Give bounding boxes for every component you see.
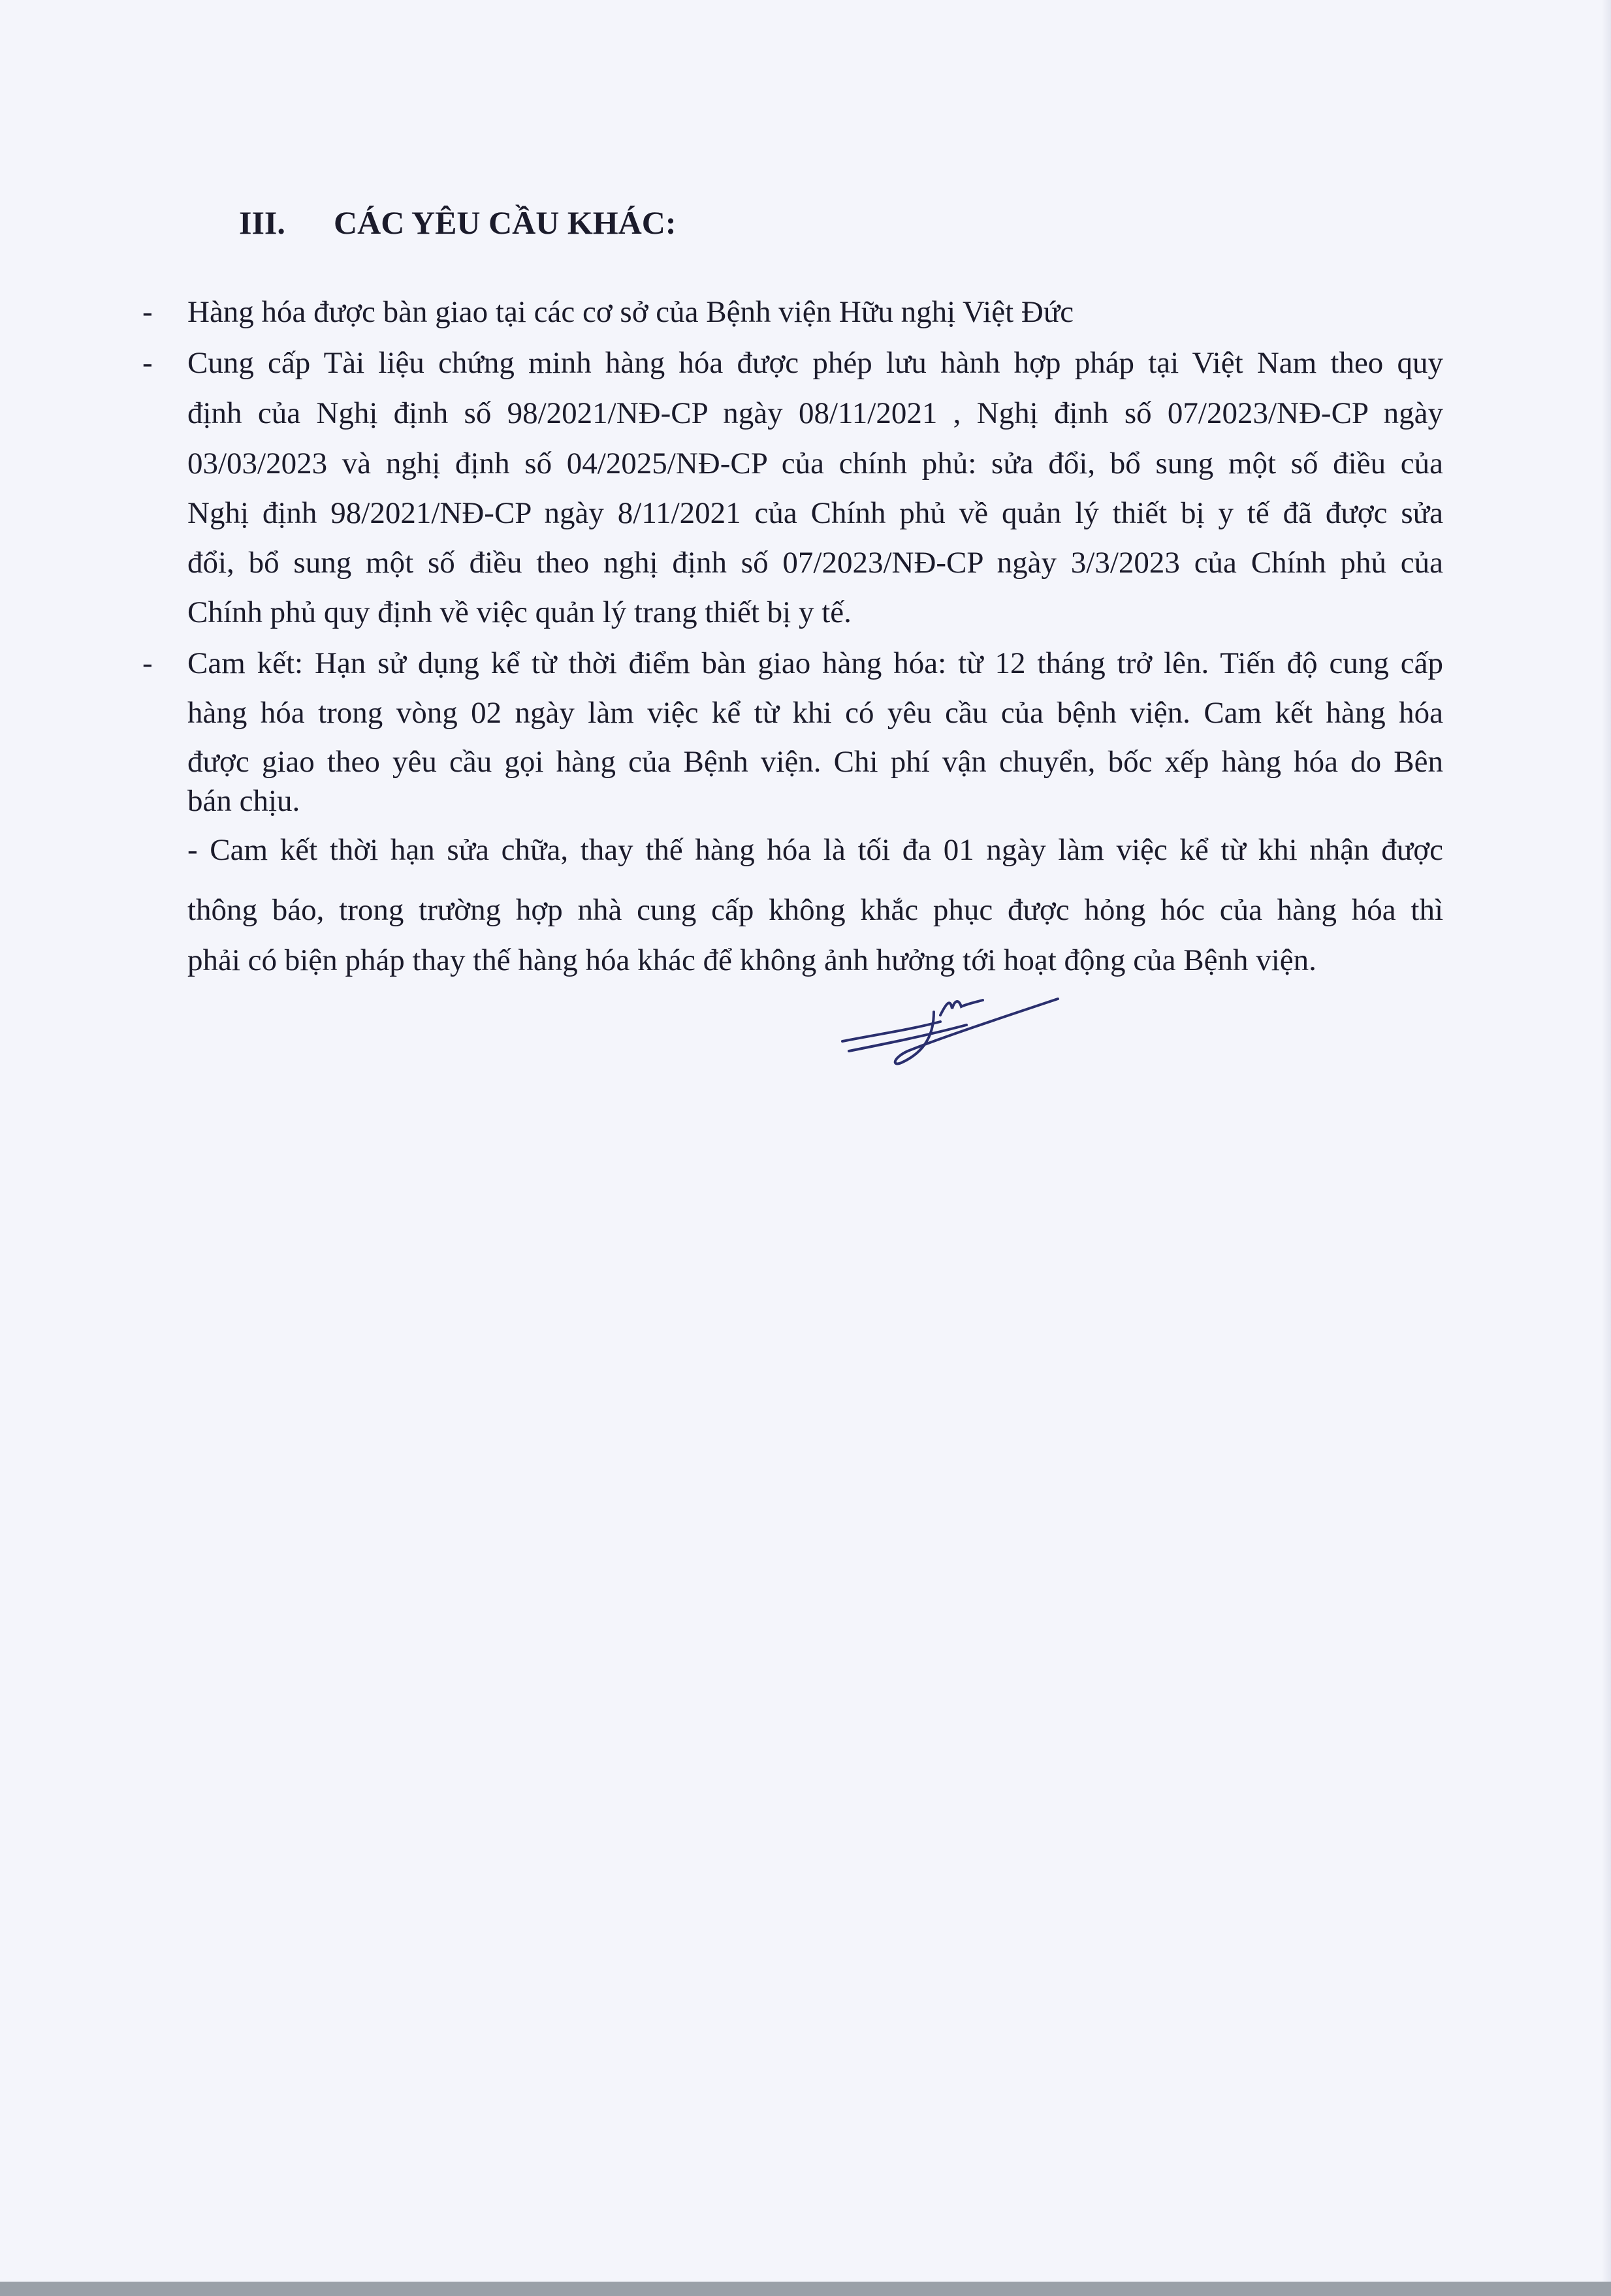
list-item-line: phải có biện pháp thay thế hàng hóa khác để không ảnh hưởng tới hoạt động của Bệnh viện. <box>187 943 1316 977</box>
list-item-line: thông báo, trong trường hợp nhà cung cấp không khắc phục được hỏng hóc của hàng hóa thì <box>187 893 1443 927</box>
signature <box>836 986 1064 1071</box>
list-item-line: Hàng hóa được bàn giao tại các cơ sở của Bệnh viện Hữu nghị Việt Đức <box>187 295 1074 329</box>
list-item-line: 03/03/2023 và nghị định số 04/2025/NĐ-CP của chính phủ: sửa đổi, bổ sung một số điều của <box>187 447 1443 480</box>
list-item-line: Cung cấp Tài liệu chứng minh hàng hóa được phép lưu hành hợp pháp tại Việt Nam theo quy <box>187 346 1443 380</box>
list-marker: - <box>142 346 153 380</box>
list-item-line: định của Nghị định số 98/2021/NĐ-CP ngày 08/11/2021 , Nghị định số 07/2023/NĐ-CP ngày <box>187 396 1443 430</box>
list-item-line: Nghị định 98/2021/NĐ-CP ngày 8/11/2021 của Chính phủ về quản lý thiết bị y tế đã được sửa <box>187 496 1443 530</box>
list-marker: - <box>142 295 153 329</box>
scan-bottom-edge <box>0 2282 1611 2296</box>
section-title: CÁC YÊU CẦU KHÁC: <box>334 204 677 241</box>
scan-edge-shadow <box>1602 0 1611 2296</box>
list-item-line: đổi, bổ sung một số điều theo nghị định số 07/2023/NĐ-CP ngày 3/3/2023 của Chính phủ của <box>187 546 1443 580</box>
list-item-line: Cam kết: Hạn sử dụng kể từ thời điểm bàn giao hàng hóa: từ 12 tháng trở lên. Tiến độ cung cấp <box>187 646 1443 680</box>
list-item-line: bán chịu. <box>187 784 300 818</box>
list-item-line: được giao theo yêu cầu gọi hàng của Bệnh viện. Chi phí vận chuyển, bốc xếp hàng hóa do Bên <box>187 745 1443 779</box>
list-marker: - <box>142 646 153 680</box>
list-item-line: hàng hóa trong vòng 02 ngày làm việc kể từ khi có yêu cầu của bệnh viện. Cam kết hàng hóa <box>187 696 1443 730</box>
section-number: III. <box>239 204 285 241</box>
list-item-line: - Cam kết thời hạn sửa chữa, thay thế hàng hóa là tối đa 01 ngày làm việc kể từ khi nhận được <box>187 833 1443 867</box>
list-item-line: Chính phủ quy định về việc quản lý trang thiết bị y tế. <box>187 595 852 629</box>
